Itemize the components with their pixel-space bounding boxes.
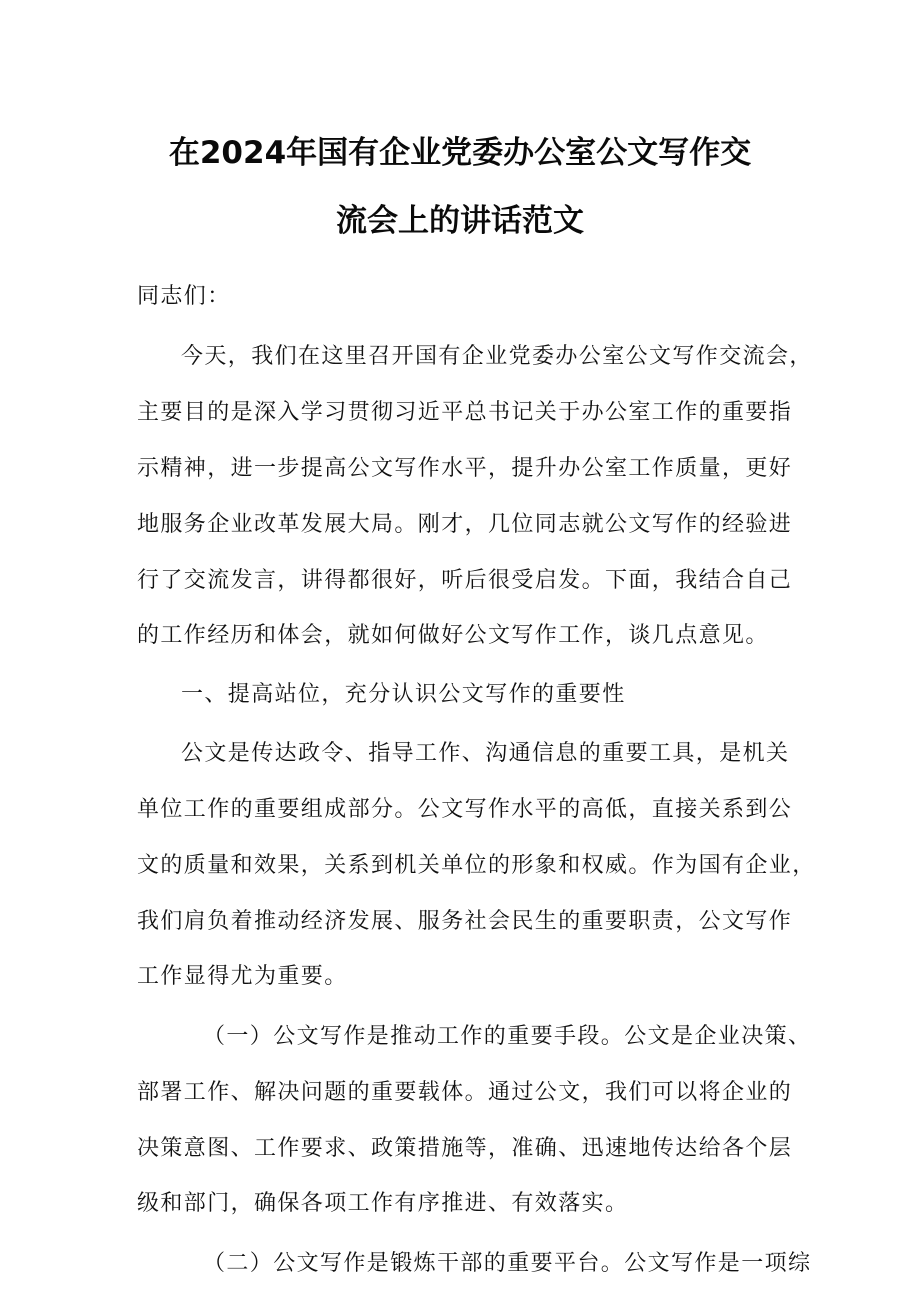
paragraph-1-line: 的工作经历和体会，就如何做好公文写作工作，谈几点意见。 <box>137 623 769 648</box>
document-title-line-1: 在2024年国有企业党委办公室公文写作交 <box>168 135 752 171</box>
paragraph-2-line: 我们肩负着推动经济发展、服务社会民生的重要职责，公文写作 <box>137 909 793 934</box>
salutation: 同志们： <box>137 284 231 309</box>
paragraph-1-line: 今天，我们在这里召开国有企业党委办公室公文写作交流会， <box>181 344 813 369</box>
paragraph-2-line: 工作显得尤为重要。 <box>137 964 348 989</box>
paragraph-1-line: 地服务企业改革发展大局。刚才，几位同志就公文写作的经验进 <box>137 512 793 537</box>
paragraph-3-line: 决策意图、工作要求、政策措施等，准确、迅速地传达给各个层 <box>137 1136 793 1161</box>
paragraph-4-line: （二）公文写作是锻炼干部的重要平台。公文写作是一项综 <box>203 1251 812 1276</box>
paragraph-3-line: （一）公文写作是推动工作的重要手段。公文是企业决策、 <box>203 1024 812 1049</box>
paragraph-1-line: 行了交流发言，讲得都很好，听后很受启发。下面，我结合自己 <box>137 568 793 593</box>
paragraph-1-line: 主要目的是深入学习贯彻习近平总书记关于办公室工作的重要指 <box>137 400 793 425</box>
section-heading-1: 一、提高站位，充分认识公文写作的重要性 <box>181 682 626 707</box>
paragraph-1-line: 示精神，进一步提高公文写作水平，提升办公室工作质量，更好 <box>137 456 793 481</box>
paragraph-3-line: 级和部门，确保各项工作有序推进、有效落实。 <box>137 1191 629 1216</box>
paragraph-2-line: 公文是传达政令、指导工作、沟通信息的重要工具，是机关 <box>181 741 790 766</box>
paragraph-2-line: 文的质量和效果，关系到机关单位的形象和权威。作为国有企业， <box>137 853 816 878</box>
paragraph-2-line: 单位工作的重要组成部分。公文写作水平的高低，直接关系到公 <box>137 797 793 822</box>
paragraph-3-line: 部署工作、解决问题的重要载体。通过公文，我们可以将企业的 <box>137 1080 793 1105</box>
document-title-line-2: 流会上的讲话范文 <box>336 203 584 239</box>
